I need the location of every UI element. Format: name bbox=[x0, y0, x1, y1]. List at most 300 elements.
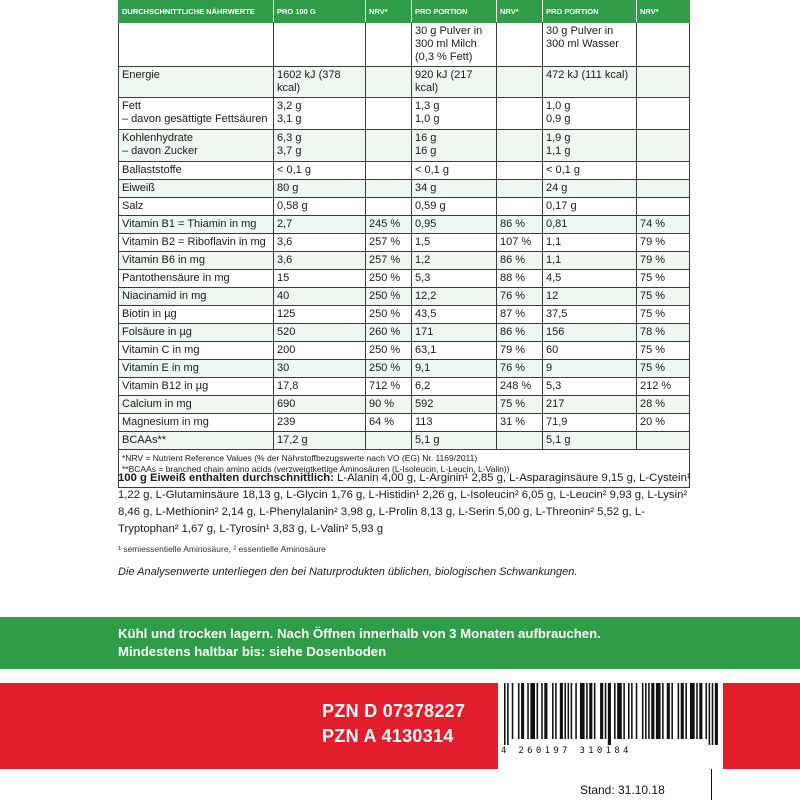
cell-text: 86 % bbox=[500, 218, 526, 230]
cell-text: 217 bbox=[546, 398, 565, 410]
table-cell bbox=[637, 324, 690, 342]
barcode-bar bbox=[504, 683, 506, 745]
cell-text: – davon Zucker bbox=[122, 145, 198, 157]
table-cell bbox=[637, 162, 690, 180]
barcode-bar bbox=[690, 683, 695, 739]
barcode-bar bbox=[651, 683, 654, 739]
table-cell bbox=[637, 234, 690, 252]
table-cell bbox=[637, 342, 690, 360]
portion-description-row bbox=[119, 23, 690, 67]
table-cell bbox=[543, 378, 637, 396]
table-cell bbox=[366, 252, 412, 270]
cell-text: 113 bbox=[415, 416, 433, 428]
barcode-bar bbox=[580, 683, 585, 739]
barcode-bar bbox=[662, 683, 664, 739]
barcode-bars bbox=[504, 683, 718, 745]
cell-text: 79 % bbox=[500, 344, 526, 356]
table-cell bbox=[274, 414, 366, 432]
cell-text: 0,59 g bbox=[415, 200, 446, 212]
table-cell bbox=[497, 98, 543, 130]
amino-text: L-Alanin 4,00 g, L-Arginin¹ 2,85 g, L-Asparaginsäure 9,15 g, L-Cystein¹ 1,22 g, L-Glutaminsäure 18,13 g, L-Glycin 1,76 g, L-Histidin¹ 2,26 g, L-Isoleucin² 6,05 g, L-Leucin² 9,93 g, L-Lysin² 8,46 g, L-Methionin² 2,14 g, L-Phenylalanin² 3,98 g, L-Prolin 8,13 g, L-Serin 5,00 g, L-Threonin² 5,52 g, L-Tryptophan² 1,67 g, L-Tyrosin¹ 3,83 g, L-Valin² 5,93 g bbox=[118, 472, 691, 535]
cell-text: Energie bbox=[122, 69, 160, 81]
cell-text: 88 % bbox=[500, 272, 526, 284]
table-cell bbox=[637, 98, 690, 130]
table-cell bbox=[274, 130, 366, 162]
table-cell bbox=[543, 252, 637, 270]
barcode-bar bbox=[589, 683, 592, 739]
storage-line-1: Kühl und trocken lagern. Nach Öffnen innerhalb von 3 Monaten aufbrauchen. bbox=[118, 626, 601, 641]
table-cell bbox=[366, 396, 412, 414]
table-cell bbox=[274, 360, 366, 378]
nutrient-label bbox=[119, 432, 274, 450]
cell-text: 78 % bbox=[640, 326, 666, 338]
table-cell bbox=[637, 23, 690, 67]
cell-text: 5,3 bbox=[546, 380, 562, 392]
table-cell bbox=[543, 162, 637, 180]
cell-text: 245 % bbox=[369, 218, 401, 230]
table-row bbox=[119, 270, 690, 288]
table-row bbox=[119, 252, 690, 270]
cell-text: 200 bbox=[277, 344, 296, 356]
barcode-bar bbox=[628, 683, 630, 739]
barcode-bar bbox=[527, 683, 529, 739]
table-cell bbox=[366, 98, 412, 130]
barcode-bar bbox=[521, 683, 524, 739]
header-per-100g: PRO 100 G bbox=[274, 1, 366, 23]
cell-text: 2,7 bbox=[277, 218, 293, 230]
cell-text: Folsäure in µg bbox=[122, 326, 192, 338]
table-cell bbox=[366, 288, 412, 306]
cell-text: 1,3 g bbox=[415, 100, 440, 112]
portion-milk-desc: 30 g Pulver in 300 ml Milch (0,3 % Fett) bbox=[412, 23, 497, 67]
barcode-digits: 4 260197 310184 bbox=[501, 746, 632, 756]
cell-text: 75 % bbox=[640, 344, 666, 356]
cell-text: 920 kJ (217 kcal) bbox=[415, 69, 473, 94]
barcode-bar bbox=[605, 683, 607, 739]
cell-text: 250 % bbox=[369, 344, 401, 356]
header-per-portion: PRO PORTION bbox=[543, 1, 637, 23]
cell-text: Ballaststoffe bbox=[122, 164, 182, 176]
table-cell bbox=[543, 306, 637, 324]
cell-text: 16 g bbox=[415, 145, 437, 157]
table-cell bbox=[412, 288, 497, 306]
cell-text: 250 % bbox=[369, 290, 401, 302]
barcode-bar bbox=[706, 683, 708, 739]
table-cell bbox=[366, 180, 412, 198]
footnote-nrv: *NRV = Nutrient Reference Values (% der Nährstoffbezugswerte nach VO (EG) Nr. 1169/2011) bbox=[122, 453, 478, 463]
table-cell bbox=[366, 324, 412, 342]
barcode-bar bbox=[623, 683, 625, 739]
cell-text: 20 % bbox=[640, 416, 666, 428]
table-cell bbox=[543, 396, 637, 414]
table-cell bbox=[412, 67, 497, 98]
table-cell bbox=[366, 23, 412, 67]
cell-text: 60 bbox=[546, 344, 559, 356]
table-cell bbox=[497, 198, 543, 216]
table-cell bbox=[412, 396, 497, 414]
table-cell bbox=[497, 306, 543, 324]
table-cell bbox=[412, 234, 497, 252]
table-cell bbox=[543, 432, 637, 450]
nutrient-label bbox=[119, 414, 274, 432]
cell-text: 690 bbox=[277, 398, 296, 410]
cell-text: 34 g bbox=[415, 182, 437, 194]
table-row bbox=[119, 432, 690, 450]
table-cell bbox=[274, 98, 366, 130]
amino-footnote: ¹ semiessentielle Aminosäure, ² essentielle Aminosäure bbox=[118, 544, 326, 554]
table-cell bbox=[637, 288, 690, 306]
cell-text: Pantothensäure in mg bbox=[122, 272, 230, 284]
table-cell bbox=[543, 234, 637, 252]
header-nrv: NRV* bbox=[497, 1, 543, 23]
nutrient-label bbox=[119, 180, 274, 198]
cell-text: 0,95 bbox=[415, 218, 437, 230]
cell-text: 43,5 bbox=[415, 308, 437, 320]
nutrient-label bbox=[119, 378, 274, 396]
cell-text: Niacinamid in mg bbox=[122, 290, 207, 302]
barcode-bar bbox=[681, 683, 684, 739]
barcode-bar bbox=[552, 683, 554, 739]
nutrient-label bbox=[119, 324, 274, 342]
cell-text: 3,6 bbox=[277, 236, 293, 248]
cell-text: 75 % bbox=[640, 290, 666, 302]
cell-text: 1,9 g bbox=[546, 132, 571, 144]
header-nrv: NRV* bbox=[366, 1, 412, 23]
cell-text: < 0,1 g bbox=[415, 164, 449, 176]
cell-text: 0,58 g bbox=[277, 200, 308, 212]
table-cell bbox=[412, 130, 497, 162]
barcode-bar bbox=[575, 683, 577, 739]
table-cell bbox=[412, 198, 497, 216]
barcode-bar bbox=[608, 683, 611, 745]
cell-text: 250 % bbox=[369, 272, 401, 284]
barcode-bar bbox=[685, 683, 687, 739]
nutrient-label bbox=[119, 270, 274, 288]
nutrient-label bbox=[119, 360, 274, 378]
table-cell bbox=[497, 130, 543, 162]
cell-text: Vitamin B2 = Riboflavin in mg bbox=[122, 236, 266, 248]
cell-text: 1,5 bbox=[415, 236, 431, 248]
table-cell bbox=[497, 216, 543, 234]
cell-text: 17,2 g bbox=[277, 434, 308, 446]
nutrient-label bbox=[119, 216, 274, 234]
nutrient-label bbox=[119, 342, 274, 360]
cell-text: – davon gesättigte Fettsäuren bbox=[122, 113, 268, 125]
table-cell bbox=[274, 67, 366, 98]
cell-text: 592 bbox=[415, 398, 434, 410]
cell-text: 6,3 g bbox=[277, 132, 302, 144]
barcode-bar bbox=[537, 683, 539, 739]
table-cell bbox=[497, 270, 543, 288]
table-cell bbox=[637, 270, 690, 288]
table-cell bbox=[274, 180, 366, 198]
barcode-bar bbox=[541, 683, 543, 739]
cell-text: 171 bbox=[415, 326, 434, 338]
pzn-germany: PZN D 07378227 bbox=[322, 701, 466, 721]
header-nrv: NRV* bbox=[637, 1, 690, 23]
cell-text: 107 % bbox=[500, 236, 532, 248]
barcode-bar bbox=[648, 683, 650, 739]
table-cell bbox=[497, 396, 543, 414]
barcode-bar bbox=[512, 683, 514, 739]
barcode bbox=[498, 683, 723, 769]
table-cell bbox=[274, 396, 366, 414]
cell-text: 125 bbox=[277, 308, 296, 320]
table-cell bbox=[366, 270, 412, 288]
cell-text: 75 % bbox=[640, 362, 666, 374]
barcode-bar bbox=[544, 683, 547, 739]
cell-text: 90 % bbox=[369, 398, 395, 410]
cell-text: 76 % bbox=[500, 290, 526, 302]
table-row bbox=[119, 306, 690, 324]
table-cell bbox=[497, 432, 543, 450]
cell-text: 1,1 g bbox=[546, 145, 571, 157]
cell-text: 71,9 bbox=[546, 416, 568, 428]
table-cell bbox=[366, 378, 412, 396]
table-cell bbox=[543, 180, 637, 198]
nutrient-label bbox=[119, 252, 274, 270]
cell-text: 63,1 bbox=[415, 344, 437, 356]
cell-text: 31 % bbox=[500, 416, 526, 428]
cell-text: Fett bbox=[122, 100, 141, 112]
table-cell bbox=[637, 414, 690, 432]
table-cell bbox=[412, 98, 497, 130]
cell-text: 74 % bbox=[640, 218, 666, 230]
table-cell bbox=[412, 252, 497, 270]
table-cell bbox=[412, 414, 497, 432]
cell-text: 64 % bbox=[369, 416, 395, 428]
cell-text: BCAAs** bbox=[122, 434, 167, 446]
table-cell bbox=[412, 216, 497, 234]
barcode-bar bbox=[709, 683, 711, 745]
cell-text: 1,2 bbox=[415, 254, 431, 266]
table-cell bbox=[497, 67, 543, 98]
table-cell bbox=[366, 216, 412, 234]
table-cell bbox=[412, 270, 497, 288]
cell-text: 80 g bbox=[277, 182, 299, 194]
cell-text: 3,2 g bbox=[277, 100, 302, 112]
table-cell bbox=[543, 67, 637, 98]
cell-text: 1,1 bbox=[546, 236, 562, 248]
cell-text: < 0,1 g bbox=[546, 164, 580, 176]
table-cell bbox=[543, 270, 637, 288]
pzn-austria: PZN A 4130314 bbox=[322, 726, 454, 746]
cell-text: 3,6 bbox=[277, 254, 293, 266]
table-cell bbox=[497, 252, 543, 270]
cell-text: 40 bbox=[277, 290, 290, 302]
barcode-bar bbox=[715, 683, 718, 745]
cell-text: 15 bbox=[277, 272, 290, 284]
cell-text: 28 % bbox=[640, 398, 666, 410]
nutrient-label bbox=[119, 306, 274, 324]
table-cell bbox=[637, 432, 690, 450]
table-cell bbox=[543, 342, 637, 360]
cell-text: 12 bbox=[546, 290, 559, 302]
cell-text: < 0,1 g bbox=[277, 164, 311, 176]
table-cell bbox=[366, 306, 412, 324]
cell-text: 6,2 bbox=[415, 380, 431, 392]
table-cell bbox=[366, 360, 412, 378]
table-row bbox=[119, 216, 690, 234]
table-cell bbox=[274, 342, 366, 360]
barcode-bar bbox=[617, 683, 622, 739]
cell-text: 248 % bbox=[500, 380, 532, 392]
table-cell bbox=[543, 360, 637, 378]
table-cell bbox=[366, 198, 412, 216]
amino-acid-profile bbox=[118, 470, 698, 538]
cell-text: Vitamin B6 in mg bbox=[122, 254, 205, 266]
cell-text: 3,7 g bbox=[277, 145, 302, 157]
pzn-block bbox=[322, 699, 465, 749]
table-cell bbox=[366, 234, 412, 252]
barcode-bar bbox=[614, 683, 616, 739]
barcode-bar bbox=[645, 683, 647, 739]
cell-text: 16 g bbox=[415, 132, 437, 144]
cell-text: 79 % bbox=[640, 254, 666, 266]
cell-text: 87 % bbox=[500, 308, 526, 320]
table-cell bbox=[119, 23, 274, 67]
table-row bbox=[119, 414, 690, 432]
table-row bbox=[119, 234, 690, 252]
cell-text: 86 % bbox=[500, 254, 526, 266]
cell-text: 5,1 g bbox=[546, 434, 571, 446]
cell-text: 0,17 g bbox=[546, 200, 577, 212]
cell-text: Magnesium in mg bbox=[122, 416, 209, 428]
table-row bbox=[119, 342, 690, 360]
table-cell bbox=[412, 342, 497, 360]
barcode-bar bbox=[696, 683, 698, 739]
nutrient-label bbox=[119, 130, 274, 162]
cell-text: 3,1 g bbox=[277, 113, 302, 125]
table-row bbox=[119, 396, 690, 414]
table-cell bbox=[412, 180, 497, 198]
cell-text: Kohlenhydrate bbox=[122, 132, 193, 144]
barcode-bar bbox=[712, 683, 714, 745]
table-cell bbox=[274, 324, 366, 342]
barcode-bar bbox=[586, 683, 588, 739]
table-row bbox=[119, 130, 690, 162]
table-cell bbox=[497, 414, 543, 432]
cell-text: 17,8 bbox=[277, 380, 299, 392]
nutrient-label bbox=[119, 198, 274, 216]
table-cell bbox=[497, 378, 543, 396]
cell-text: 5,3 bbox=[415, 272, 431, 284]
table-row bbox=[119, 378, 690, 396]
table-cell bbox=[274, 23, 366, 67]
table-cell bbox=[497, 324, 543, 342]
nutrition-table bbox=[118, 0, 690, 488]
table-cell bbox=[274, 270, 366, 288]
cell-text: Vitamin C in mg bbox=[122, 344, 200, 356]
barcode-bar bbox=[518, 683, 520, 739]
table-cell bbox=[637, 216, 690, 234]
table-cell bbox=[412, 360, 497, 378]
table-cell bbox=[543, 98, 637, 130]
table-cell bbox=[412, 162, 497, 180]
table-cell bbox=[637, 198, 690, 216]
table-cell bbox=[637, 378, 690, 396]
cell-text: 5,1 g bbox=[415, 434, 440, 446]
table-cell bbox=[274, 234, 366, 252]
table-row bbox=[119, 324, 690, 342]
cell-text: Biotin in µg bbox=[122, 308, 177, 320]
table-cell bbox=[543, 324, 637, 342]
table-cell bbox=[274, 378, 366, 396]
table-cell bbox=[412, 378, 497, 396]
cell-text: 75 % bbox=[640, 308, 666, 320]
amino-lead: 100 g Eiweiß enthalten durchschnittlich: bbox=[118, 472, 334, 484]
table-row bbox=[119, 162, 690, 180]
cell-text: 257 % bbox=[369, 236, 401, 248]
cell-text: Salz bbox=[122, 200, 144, 212]
nutrient-label bbox=[119, 396, 274, 414]
portion-water-desc: 30 g Pulver in 300 ml Wasser bbox=[543, 23, 637, 67]
barcode-bar bbox=[678, 683, 680, 739]
table-row bbox=[119, 198, 690, 216]
barcode-bar bbox=[631, 683, 633, 739]
cell-text: 212 % bbox=[640, 380, 672, 392]
table-cell bbox=[274, 216, 366, 234]
cell-text: 30 bbox=[277, 362, 290, 374]
cell-text: 0,81 bbox=[546, 218, 568, 230]
divider bbox=[711, 769, 712, 800]
header-per-portion: PRO PORTION bbox=[412, 1, 497, 23]
cell-text: 1,0 g bbox=[415, 113, 440, 125]
barcode-bar bbox=[656, 683, 661, 739]
table-cell bbox=[497, 180, 543, 198]
cell-text: Vitamin E in mg bbox=[122, 362, 199, 374]
table-cell bbox=[637, 306, 690, 324]
table-cell bbox=[543, 288, 637, 306]
table-header-row bbox=[119, 1, 690, 23]
cell-text: 4,5 bbox=[546, 272, 562, 284]
table-cell bbox=[637, 360, 690, 378]
cell-text: 520 bbox=[277, 326, 296, 338]
table-cell bbox=[274, 306, 366, 324]
cell-text: 1602 kJ (378 kcal) bbox=[277, 69, 341, 94]
table-cell bbox=[543, 414, 637, 432]
footnote-bcaa: **BCAAs = branched chain amino acids (verzweigtkettige Aminosäuren (L-Isoleucin, L-Leucin, L-Valin)) bbox=[122, 464, 510, 474]
table-cell bbox=[366, 130, 412, 162]
nutrient-label bbox=[119, 67, 274, 98]
barcode-bar bbox=[594, 683, 596, 739]
barcode-bar bbox=[507, 683, 509, 745]
table-cell bbox=[637, 67, 690, 98]
table-cell bbox=[543, 216, 637, 234]
storage-line-2: Mindestens haltbar bis: siehe Dosenboden bbox=[118, 644, 387, 659]
table-row bbox=[119, 98, 690, 130]
cell-text: 239 bbox=[277, 416, 296, 428]
cell-text: 1,1 bbox=[546, 254, 562, 266]
table-cell bbox=[412, 306, 497, 324]
cell-text: Eiweiß bbox=[122, 182, 156, 194]
cell-text: 257 % bbox=[369, 254, 401, 266]
table-cell bbox=[543, 198, 637, 216]
table-cell bbox=[412, 432, 497, 450]
table-cell bbox=[497, 360, 543, 378]
table-cell bbox=[366, 432, 412, 450]
analysis-note: Die Analysenwerte unterliegen den bei Naturprodukten üblichen, biologischen Schwankungen. bbox=[118, 566, 578, 578]
barcode-bar bbox=[564, 683, 566, 739]
table-cell bbox=[274, 252, 366, 270]
table-cell bbox=[497, 23, 543, 67]
table-cell bbox=[637, 396, 690, 414]
cell-text: 75 % bbox=[640, 272, 666, 284]
table-cell bbox=[366, 414, 412, 432]
cell-text: 86 % bbox=[500, 326, 526, 338]
table-cell bbox=[274, 432, 366, 450]
barcode-bar bbox=[530, 683, 535, 739]
